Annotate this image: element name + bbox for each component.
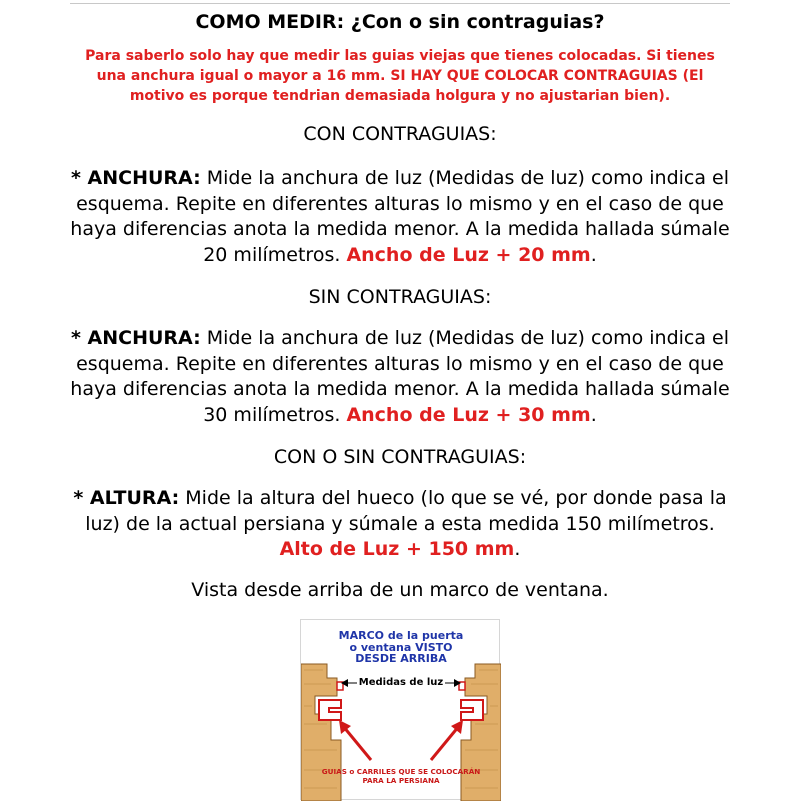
right-guide-channel xyxy=(461,700,483,720)
paragraph-text: Mide la anchura de luz (Medidas de luz) como indica el esquema. Repite en diferentes alturas lo mismo y en el caso de que haya diferencias anota la medida menor. A la medida hallada súmale 30 milímetros. xyxy=(70,327,730,426)
left-guide-channel xyxy=(319,700,341,720)
diagram-title: MARCO de la puerta o ventana VISTO DESDE ARRIBA xyxy=(338,629,464,665)
section-heading-sin-contraguias: SIN CONTRAGUIAS: xyxy=(308,286,492,308)
guide-arrow-left xyxy=(339,720,371,760)
section-heading-con-contraguias: CON CONTRAGUIAS: xyxy=(303,123,497,145)
paragraph-end: . xyxy=(590,243,597,266)
diagram-caption: Vista desde arriba de un marco de ventana. xyxy=(191,579,609,601)
window-frame-diagram xyxy=(300,619,500,800)
guides-label: GUIAS o CARRILES QUE SE COLOCARÁN PARA LA PERSIANA xyxy=(321,767,481,785)
formula-highlight: Ancho de Luz + 30 mm xyxy=(346,403,591,426)
top-divider xyxy=(70,3,730,4)
formula-highlight: Alto de Luz + 150 mm xyxy=(279,538,515,560)
paragraph-text: Mide la anchura de luz (Medidas de luz) como indica el esquema. Repite en diferentes alturas lo mismo y en el caso de que haya diferencias anota la medida menor. A la medida hallada súmale 20 milímetros. xyxy=(70,167,730,266)
formula-highlight: Ancho de Luz + 20 mm xyxy=(346,243,591,266)
guide-arrow-right xyxy=(431,720,463,760)
section-heading-con-o-sin-contraguias: CON O SIN CONTRAGUIAS: xyxy=(273,446,527,468)
measure-label: Medidas de luz xyxy=(358,677,444,688)
paragraph-end: . xyxy=(514,538,521,560)
paragraph-text: Mide la altura del hueco (lo que se vé, por donde pasa la luz) de la actual persiana y súmale a esta medida 150 milímetros. xyxy=(85,487,727,535)
paragraph-label: * ANCHURA: xyxy=(70,167,201,189)
section-paragraph-altura xyxy=(64,486,736,563)
page-title: COMO MEDIR: ¿Con o sin contraguias? xyxy=(195,11,605,33)
section-paragraph-sin-contraguias xyxy=(64,326,736,428)
paragraph-label: * ALTURA: xyxy=(73,487,180,509)
paragraph-label: * ANCHURA: xyxy=(70,327,201,349)
intro-note: Para saberlo solo hay que medir las guias viejas que tienes colocadas. Si tienes una anchura igual o mayor a 16 mm. SI HAY QUE COLOCAR CONTRAGUIAS (El motivo es porque tendrian demasiada holgura y no ajustarian bien). xyxy=(85,48,715,104)
paragraph-end: . xyxy=(590,403,597,426)
section-paragraph-con-contraguias xyxy=(64,166,736,268)
